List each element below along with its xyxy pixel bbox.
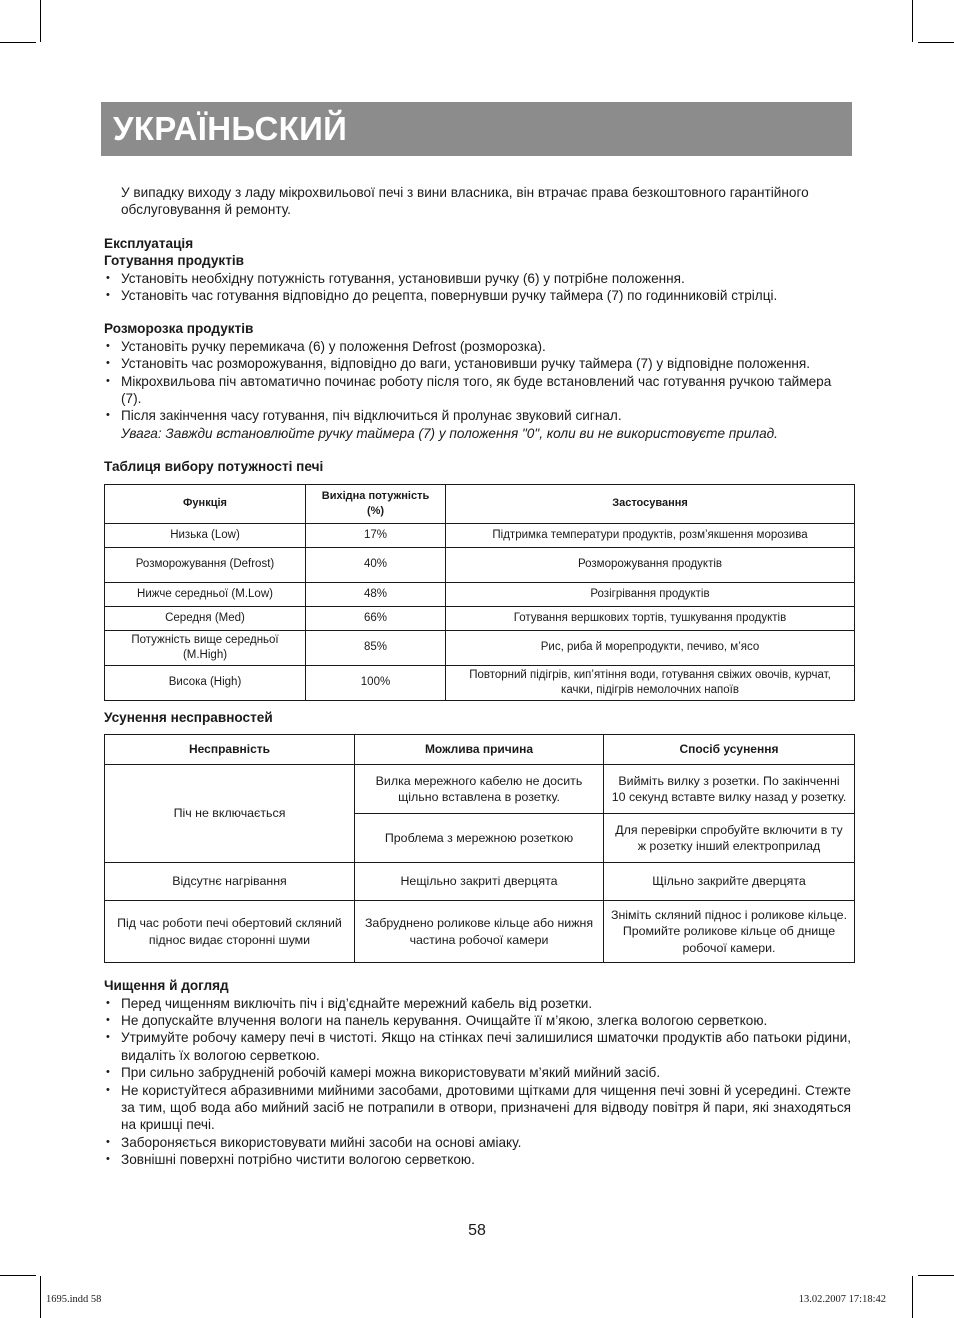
use-cell: Готування вершкових тортів, тушкування продуктів	[446, 606, 855, 630]
list-item: • Установіть ручку перемикача (6) у положення Defrost (розморозка).	[104, 338, 851, 355]
crop-mark	[912, 1276, 913, 1318]
list-item: • Зовнішні поверхні потрібно чистити вологою серветкою.	[104, 1151, 851, 1168]
use-cell: Рис, риба й морепродукти, печиво, м’ясо	[446, 630, 855, 665]
cleaning-heading: Чищення й догляд	[104, 978, 229, 994]
use-cell: Підтримка температури продуктів, розм’якшення морозива	[446, 523, 855, 547]
cooking-list	[104, 270, 851, 305]
list-item-text: Після закінчення часу готування, піч відключиться й пролунає звуковий сигнал.	[121, 408, 622, 424]
function-cell: Середня (Med)	[105, 606, 306, 630]
footer-timestamp: 13.02.2007 17:18:42	[798, 1294, 886, 1305]
problem-cell: Піч не включається	[105, 765, 355, 863]
cause-cell: Нещільно закриті дверцята	[355, 863, 604, 901]
warning-note: Увага: Завжди встановлюйте ручку таймера (7) у положення "0", коли ви не використовуєте прилад.	[121, 425, 778, 441]
use-cell: Розморожування продуктів	[446, 547, 855, 582]
list-item	[104, 407, 851, 442]
column-header: Застосування	[446, 484, 855, 523]
column-header: Несправність	[105, 735, 355, 765]
table-row	[105, 863, 855, 901]
table-header-row	[105, 484, 855, 523]
function-cell: Нижче середньої (M.Low)	[105, 582, 306, 606]
table-row	[105, 630, 855, 665]
power-table	[104, 484, 855, 701]
cause-cell: Вилка мережного кабелю не досить щільно вставлена в розетку.	[355, 765, 604, 814]
power-cell: 48%	[306, 582, 446, 606]
power-cell: 100%	[306, 665, 446, 700]
power-table-heading: Таблиця вибору потужності печі	[104, 459, 324, 475]
defrost-heading: Розморозка продуктів	[104, 321, 254, 337]
intro-paragraph: У випадку виходу з ладу мікрохвильової печі з вини власника, він втрачає права безкоштовного гарантійного обслуговування й ремонту.	[121, 185, 809, 218]
footer-file-info: 1695.indd 58	[46, 1294, 102, 1305]
table-row	[105, 765, 855, 814]
crop-mark	[40, 1276, 41, 1318]
table-row	[105, 523, 855, 547]
list-item: • Установіть час розморожування, відповідно до ваги, установивши ручку таймера (7) у відповідне положення.	[104, 355, 851, 372]
list-item: • Не допускайте влучення вологи на панель керування. Очищайте її м’якою, злегка вологою серветкою.	[104, 1012, 851, 1029]
cleaning-list	[104, 995, 851, 1169]
column-header: Вихідна потужність (%)	[306, 484, 446, 523]
problem-cell: Відсутнє нагрівання	[105, 863, 355, 901]
troubleshooting-table	[104, 734, 855, 963]
use-cell: Повторний підігрів, кип’ятіння води, готування свіжих овочів, курчат, качки, підігрів немолочних напоїв	[446, 665, 855, 700]
page-content	[104, 184, 851, 1169]
crop-mark	[918, 1275, 954, 1276]
crop-mark	[0, 1275, 36, 1276]
fix-cell: Вийміть вилку з розетки. По закінченні 10 секунд вставте вилку назад у розетку.	[604, 765, 855, 814]
list-item: • Забороняється використовувати мийні засоби на основі аміаку.	[104, 1134, 851, 1151]
fix-cell: Зніміть скляний піднос і роликове кільце. Промийте роликове кільце об днище робочої камери.	[604, 901, 855, 963]
crop-mark	[0, 42, 36, 43]
use-cell: Розігрівання продуктів	[446, 582, 855, 606]
list-item: • При сильно забрудненій робочій камері можна використовувати м’який мийний засіб.	[104, 1064, 851, 1081]
list-item: • Установіть необхідну потужність готування, установивши ручку (6) у потрібне положення.	[104, 270, 851, 287]
troubleshooting-heading: Усунення несправностей	[104, 709, 273, 725]
problem-cell: Під час роботи печі обертовий скляний піднос видає сторонні шуми	[105, 901, 355, 963]
crop-mark	[40, 0, 41, 42]
table-row	[105, 665, 855, 700]
fix-cell: Щільно закрийте дверцята	[604, 863, 855, 901]
list-item: • Утримуйте робочу камеру печі в чистоті. Якщо на стінках печі залишилися шматочки продуктів або патьоки рідини, видаліть їх вологою серветкою.	[104, 1029, 851, 1064]
function-cell: Розморожування (Defrost)	[105, 547, 306, 582]
table-row	[105, 606, 855, 630]
cause-cell: Проблема з мережною розеткою	[355, 814, 604, 863]
column-header: Спосіб усунення	[604, 735, 855, 765]
page-number: 58	[468, 1222, 486, 1239]
list-item: • Перед чищенням виключіть піч і від’єднайте мережний кабель від розетки.	[104, 995, 851, 1012]
table-row	[105, 582, 855, 606]
table-row	[105, 901, 855, 963]
function-cell: Низька (Low)	[105, 523, 306, 547]
list-item: • Не користуйтеся абразивними мийними засобами, дротовими щітками для чищення печі зовні й усередині. Стежте за тим, щоб вода або мийний засіб не потрапили в отвори, призначені для відводу повітря й пари, які знаходяться на кришці печі.	[104, 1082, 851, 1134]
defrost-list	[104, 338, 851, 442]
table-header-row	[105, 735, 855, 765]
crop-mark	[912, 0, 913, 42]
power-cell: 66%	[306, 606, 446, 630]
function-cell: Висока (High)	[105, 665, 306, 700]
function-cell: Потужність вище середньої (M.High)	[105, 630, 306, 665]
page-title: УКРАЇНЬСКИЙ	[113, 110, 348, 147]
table-row	[105, 547, 855, 582]
power-cell: 17%	[306, 523, 446, 547]
column-header: Можлива причина	[355, 735, 604, 765]
crop-mark	[918, 42, 954, 43]
operation-heading: Експлуатація	[104, 235, 194, 251]
column-header: Функція	[105, 484, 306, 523]
power-cell: 85%	[306, 630, 446, 665]
list-item: • Мікрохвильова піч автоматично починає роботу після того, як буде встановлений час готування ручкою таймера (7).	[104, 373, 851, 408]
cause-cell: Забруднено роликове кільце або нижня частина робочої камери	[355, 901, 604, 963]
cooking-heading: Готування продуктів	[104, 253, 245, 269]
power-cell: 40%	[306, 547, 446, 582]
language-banner	[101, 102, 852, 156]
fix-cell: Для перевірки спробуйте включити в ту ж розетку інший електроприлад	[604, 814, 855, 863]
list-item: • Установіть час готування відповідно до рецепта, повернувши ручку таймера (7) по годинниковій стрілці.	[104, 287, 851, 304]
